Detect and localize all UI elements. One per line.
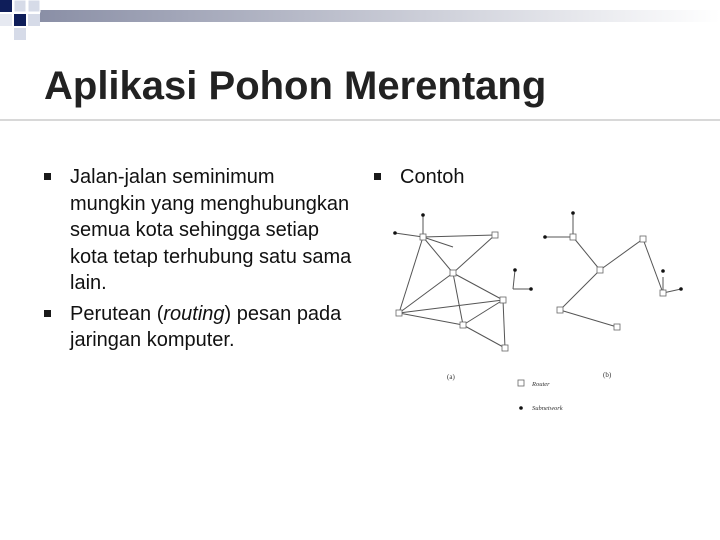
slide-title: Aplikasi Pohon Merentang xyxy=(44,64,547,108)
bullet-text-part: Perutean ( xyxy=(70,302,164,325)
graph-b-routers xyxy=(557,234,666,330)
router-legend-icon xyxy=(518,380,524,386)
legend-router-label: Router xyxy=(532,381,550,388)
right-bullet-list xyxy=(374,164,674,195)
title-divider xyxy=(0,119,720,121)
bullet-text: Contoh xyxy=(400,166,465,188)
header-decoration xyxy=(0,0,720,40)
bullet-item xyxy=(44,301,354,354)
left-bullet-list xyxy=(44,164,354,358)
bullet-square-icon xyxy=(374,173,381,180)
network-figure xyxy=(385,205,685,425)
bullet-item xyxy=(44,164,354,297)
subnetwork-legend-icon xyxy=(519,406,523,410)
bullet-text-part: ) pesan pada jaringan komputer. xyxy=(70,302,342,351)
graph-a-routers xyxy=(396,232,508,351)
bullet-text-italic: routing xyxy=(163,302,225,325)
graph-a-edges xyxy=(395,215,505,348)
bullet-square-icon xyxy=(44,310,51,317)
bullet-square-icon xyxy=(44,173,51,180)
bullet-item xyxy=(374,164,674,191)
bullet-text: Jalan-jalan seminimum mungkin yang menghubungkan semua kota sehingga setiap kota tetap terhubung satu sama lain. xyxy=(70,166,352,294)
figure-label-a: (a) xyxy=(447,373,455,381)
graph-a-subnetworks xyxy=(393,213,425,235)
figure-label-b: (b) xyxy=(603,371,612,379)
legend-subnetwork-label: Subnetwork xyxy=(532,405,563,412)
